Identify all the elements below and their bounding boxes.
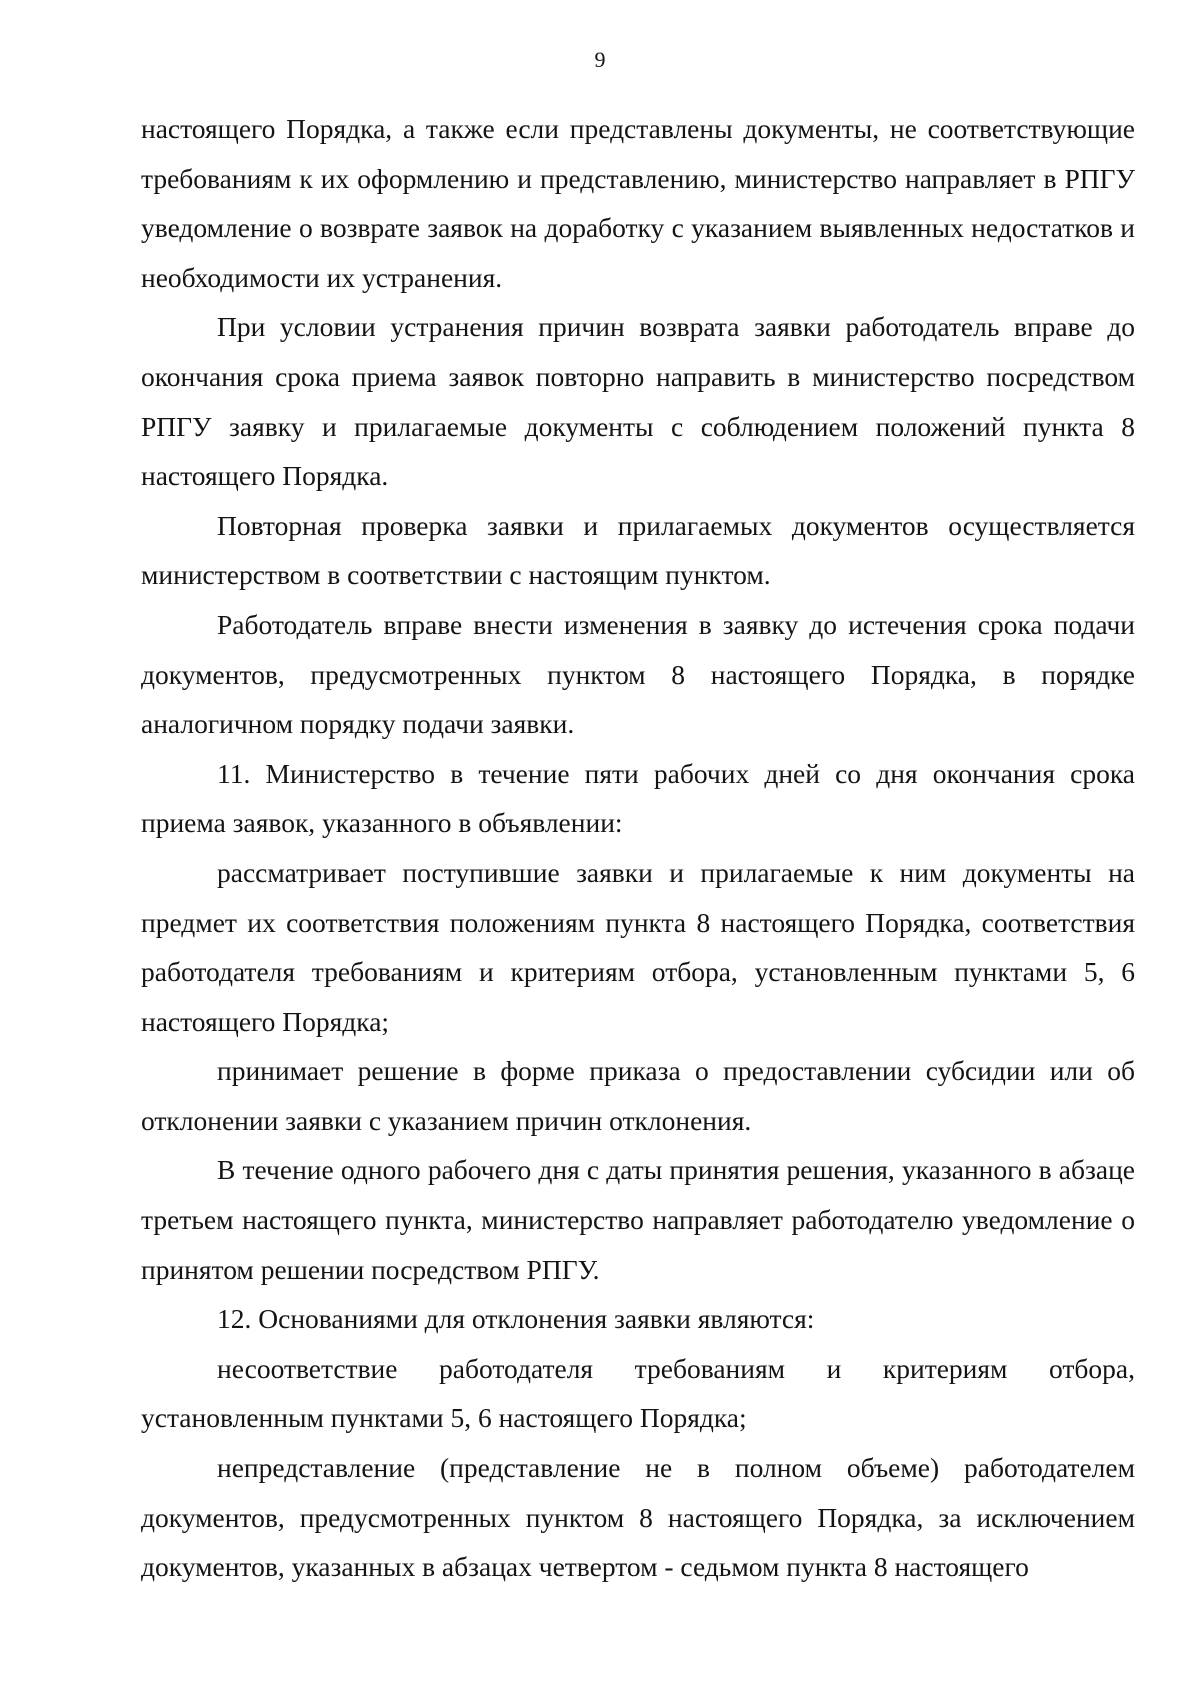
paragraph-item-12: 12. Основаниями для отклонения заявки являются:	[217, 1303, 815, 1335]
paragraph-decision: принимает решение в форме приказа о предоставлении субсидии или об отклонении заявки с указанием причин отклонения.	[141, 1055, 1135, 1136]
paragraph-changes: Работодатель вправе внести изменения в заявку до истечения срока подачи документов, предусмотренных пунктом 8 настоящего Порядка, в порядке аналогичном порядку подачи заявки.	[141, 608, 1135, 740]
paragraph-resubmission: При условии устранения причин возврата заявки работодатель вправе до окончания срока приема заявок повторно направить в министерство посредством РПГУ заявку и прилагаемые документы с соблюдением положений пункта 8 настоящего Порядка.	[141, 311, 1135, 492]
paragraph-review: рассматривает поступившие заявки и прилагаемые к ним документы на предмет их соответствия положениям пункта 8 настоящего Порядка, соответствия работодателя требованиям и критериям отбора, установленным пунктами 5, 6 настоящего Порядка;	[141, 856, 1135, 1037]
paragraph-item-11: 11. Министерство в течение пяти рабочих дней со дня окончания срока приема заявок, указанного в объявлении:	[141, 757, 1135, 839]
paragraph-nonsubmission: непредставление (представление не в полном объеме) работодателем документов, предусмотренных пунктом 8 настоящего Порядка, за исключением документов, указанных в абзацах четвертом - седьмом пункта 8 настоящего	[141, 1452, 1135, 1583]
paragraph-noncompliance: несоответствие работодателя требованиям и критериям отбора, установленным пунктами 5, 6 настоящего Порядка;	[141, 1352, 1135, 1434]
paragraph-continuation: настоящего Порядка, а также если представлены документы, не соответствующие требованиям к их оформлению и представлению, министерство направляет в РПГУ уведомление о возврате заявок на доработку с указанием выявленных недостатков и необходимости их устранения.	[141, 113, 1135, 293]
paragraph-notification: В течение одного рабочего дня с даты принятия решения, указанного в абзаце третьем настоящего пункта, министерство направляет работодателю уведомление о принятом решении посредством РПГУ.	[141, 1154, 1135, 1285]
paragraph-repeat-check: Повторная проверка заявки и прилагаемых документов осуществляется министерством в соответствии с настоящим пунктом.	[141, 509, 1135, 591]
document-body	[141, 104, 1135, 1592]
page-number: 9	[594, 47, 606, 72]
